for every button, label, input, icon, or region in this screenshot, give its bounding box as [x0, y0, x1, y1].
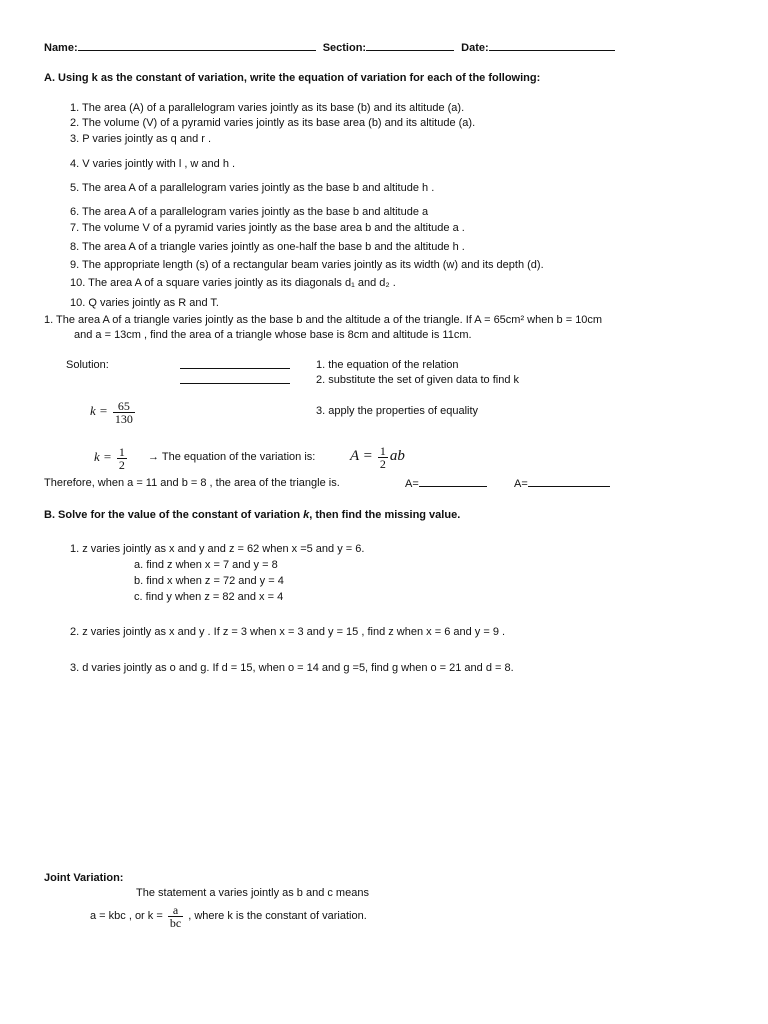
solution-blank-2[interactable] — [180, 373, 290, 388]
denominator: bc — [169, 915, 182, 930]
answer-label: A= — [514, 478, 528, 490]
denominator: 130 — [114, 411, 133, 426]
part-b-subquestion: b. find x when z = 72 and y = 4 — [134, 575, 284, 587]
part-a-item: 6. The area A of a parallelogram varies jointly as the base b and altitude a — [70, 206, 429, 218]
equation-result — [350, 441, 405, 472]
numerator: a — [172, 902, 179, 917]
part-b-question-1: 1. z varies jointly as x and y and z = 62 when x =5 and y = 6. — [70, 543, 365, 555]
part-a-item: 8. The area A of a triangle varies jointly as one-half the base b and the altitude h . — [70, 241, 465, 253]
equation-lhs: A = — [350, 448, 373, 464]
denominator: 2 — [118, 457, 125, 472]
part-a-item: 3. P varies jointly as q and r . — [70, 133, 212, 145]
therefore-line: Therefore, when a = 11 and b = 8 , the area of the triangle is. — [44, 477, 340, 489]
section-blank[interactable] — [366, 40, 454, 51]
k-fraction-2 — [94, 442, 129, 473]
joint-variation-statement: The statement a varies jointly as b and c means — [136, 887, 369, 899]
name-label: Name: — [44, 42, 78, 54]
answer-blank[interactable] — [419, 476, 487, 487]
example-problem-line1: 1. The area A of a triangle varies jointly as the base b and the altitude a of the triangle. If A = 65cm² when b = 10cm — [44, 314, 603, 326]
definition-post: , where k is the constant of variation. — [188, 910, 367, 922]
example-problem-line2: and a = 13cm , find the area of a triangle whose base is 8cm and altitude is 11cm. — [74, 329, 472, 341]
fraction — [113, 400, 135, 425]
numerator: 1 — [118, 444, 125, 459]
denominator: 2 — [379, 456, 386, 471]
part-b-heading-pre: B. Solve for the value of the constant of variation — [44, 509, 304, 521]
part-b-heading-post: , then find the missing value. — [309, 509, 461, 521]
definition-pre: a = kbc , or k = — [90, 910, 163, 922]
part-a-item: 1. The area (A) of a parallelogram varies jointly as its base (b) and its altitude (a). — [70, 102, 465, 114]
part-b-question-3: 3. d varies jointly as o and g. If d = 15, when o = 14 and g =5, find g when o = 21 and d = 8. — [70, 662, 514, 674]
part-b-question-2: 2. z varies jointly as x and y . If z = 3 when x = 3 and y = 15 , find z when x = 6 and y = 9 . — [70, 626, 506, 638]
part-b-heading-k: k — [303, 509, 310, 521]
joint-variation-definition — [90, 900, 367, 932]
part-a-item: 5. The area A of a parallelogram varies jointly as the base b and altitude h . — [70, 182, 435, 194]
part-a-item: 7. The volume V of a pyramid varies jointly as the base area b and the altitude a . — [70, 222, 465, 234]
step-3: 3. apply the properties of equality — [316, 405, 479, 417]
answer-1 — [405, 476, 487, 491]
step-1: 1. the equation of the relation — [316, 359, 459, 371]
answer-label: A= — [405, 478, 419, 490]
fraction — [117, 446, 127, 471]
part-a-item: 4. V varies jointly with l , w and h . — [70, 158, 236, 170]
part-b-subquestion: c. find y when z = 82 and x = 4 — [134, 591, 284, 603]
k-fraction-1 — [90, 396, 137, 427]
section-label: Section: — [322, 42, 367, 54]
part-a-heading: A. Using k as the constant of variation, write the equation of variation for each of the following: — [44, 72, 541, 84]
k-label: k = — [94, 449, 112, 464]
numerator: 65 — [117, 398, 130, 413]
answer-2 — [514, 476, 610, 491]
fraction — [168, 904, 183, 929]
part-a-item: 2. The volume (V) of a pyramid varies jointly as its base area (b) and its altitude (a). — [70, 117, 476, 129]
numerator: 1 — [379, 443, 386, 458]
part-a-item: 10. Q varies jointly as R and T. — [70, 297, 219, 309]
part-a-item: 10. The area A of a square varies jointly as its diagonals d₁ and d₂ . — [70, 277, 396, 289]
part-b-subquestion: a. find z when x = 7 and y = 8 — [134, 559, 278, 571]
date-blank[interactable] — [489, 40, 615, 51]
equation-arrow-text: → The equation of the variation is: — [148, 451, 316, 463]
date-label: Date: — [461, 42, 489, 54]
solution-blank-1[interactable] — [180, 358, 290, 373]
solution-label: Solution: — [66, 359, 109, 371]
k-label: k = — [90, 403, 108, 418]
fraction — [378, 445, 388, 470]
part-b-heading — [44, 508, 460, 522]
step-2: 2. substitute the set of given data to find k — [316, 374, 520, 386]
name-blank[interactable] — [78, 40, 316, 51]
equation-rhs: ab — [389, 448, 405, 464]
name-line — [44, 40, 615, 55]
answer-blank[interactable] — [528, 476, 610, 487]
joint-variation-title: Joint Variation: — [44, 872, 124, 884]
part-a-item: 9. The appropriate length (s) of a rectangular beam varies jointly as its width (w) and its depth (d). — [70, 259, 544, 271]
